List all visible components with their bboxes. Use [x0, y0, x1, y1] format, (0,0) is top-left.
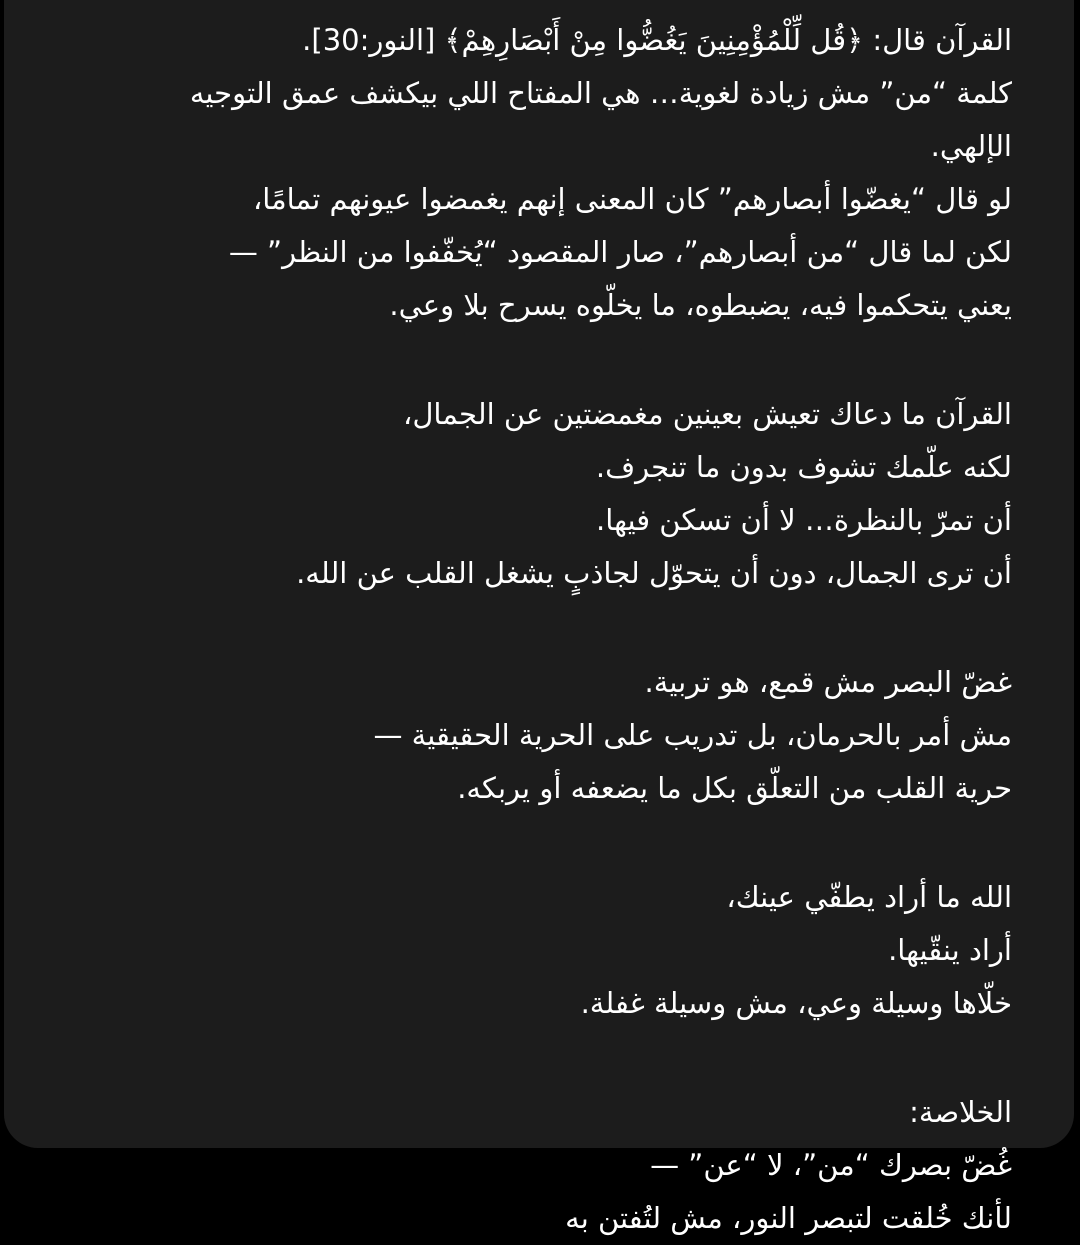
- text-line: الخلاصة:: [909, 1095, 1012, 1129]
- text-line: حرية القلب من التعلّق بكل ما يضعفه أو يربكه.: [457, 771, 1012, 805]
- text-line: كلمة “من” مش زيادة لغوية… هي المفتاح اللي بيكشف عمق التوجيه: [189, 76, 1012, 110]
- paragraph-purify: [44, 871, 1012, 1030]
- post-text-card: [4, 0, 1074, 1235]
- paragraph-training: [44, 656, 1012, 815]
- text-line: الله ما أراد يطفّي عينك،: [726, 880, 1012, 914]
- text-line: لو قال “يغضّوا أبصارهم” كان المعنى إنهم يغمضوا عيونهم تمامًا،: [252, 182, 1012, 216]
- text-line: غُضّ بصرك “من”، لا “عن” —: [650, 1148, 1012, 1182]
- text-line: خلّاها وسيلة وعي، مش وسيلة غفلة.: [580, 986, 1012, 1020]
- text-line: لكن لما قال “من أبصارهم”، صار المقصود “يُخفّفوا من النظر” —: [228, 235, 1012, 269]
- text-line: أن ترى الجمال، دون أن يتحوّل لجاذبٍ يشغل القلب عن الله.: [296, 556, 1012, 590]
- text-line: أن تمرّ بالنظرة… لا أن تسكن فيها.: [596, 503, 1012, 537]
- text-line: القرآن ما دعاك تعيش بعينين مغمضتين عن الجمال،: [403, 397, 1012, 431]
- text-line: غضّ البصر مش قمع، هو تربية.: [644, 665, 1012, 699]
- paragraph-verse-explanation: [44, 14, 1012, 332]
- paragraph-summary: [44, 1086, 1012, 1245]
- text-line: القرآن قال: ﴿قُل لِّلْمُؤْمِنِينَ يَغُضُّوا مِنْ أَبْصَارِهِمْ﴾ [النور:30].: [302, 23, 1012, 57]
- text-line: لأنك خُلقت لتبصر النور، مش لتُفتن به: [565, 1201, 1012, 1235]
- text-line: أراد ينقّيها.: [888, 933, 1012, 967]
- paragraph-beauty: [44, 388, 1012, 600]
- text-line: يعني يتحكموا فيه، يضبطوه، ما يخلّوه يسرح بلا وعي.: [389, 288, 1012, 322]
- text-line: مش أمر بالحرمان، بل تدريب على الحرية الحقيقية —: [373, 718, 1012, 752]
- text-line: لكنه علّمك تشوف بدون ما تنجرف.: [595, 450, 1012, 484]
- text-line: الإلهي.: [930, 129, 1012, 163]
